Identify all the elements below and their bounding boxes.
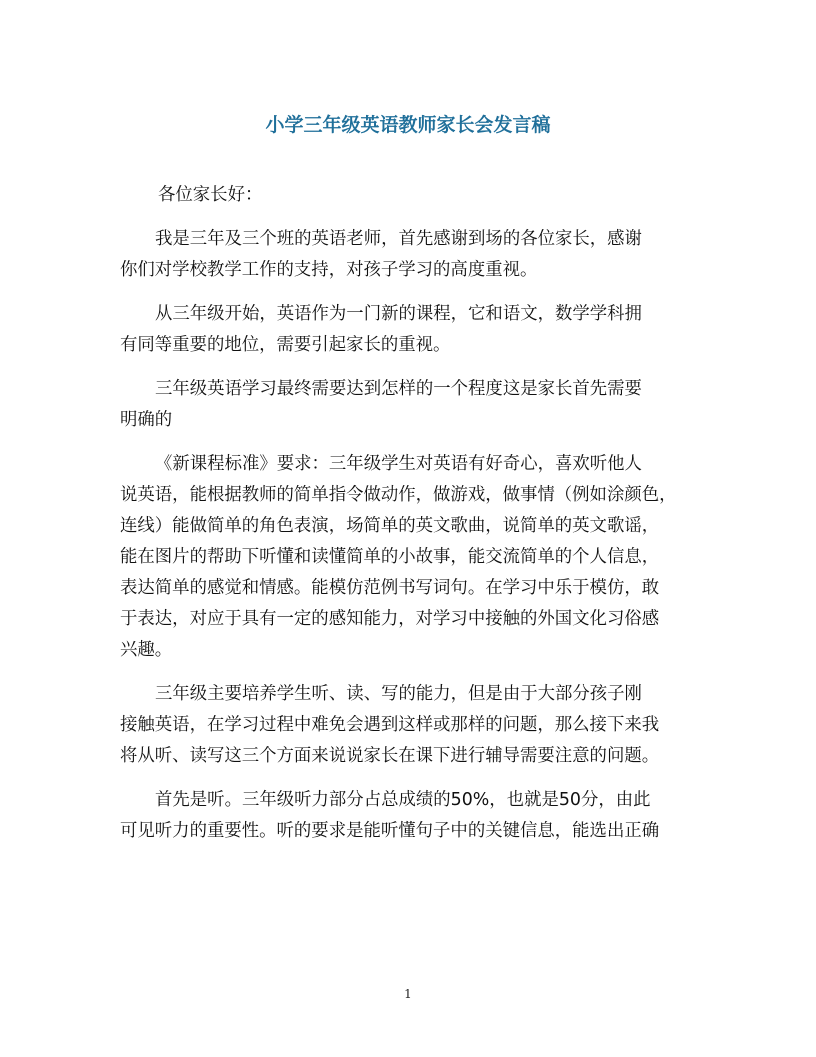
document-body [120,180,700,860]
document-title: 小学三年级英语教师家长会发言稿 [265,114,551,136]
paragraph-curriculum-standard: 《新课程标准》要求：三年级学生对英语有好奇心，喜欢听他人 说英语，能根据教师的简单指令做动作，做游戏，做事情（例如涂颜色， 连线）能做简单的角色表演，场简单的英文歌曲，说简单的英文歌谣， 能在图片的帮助下听懂和读懂简单的小故事，能交流简单的个人信息， 表达简单的感觉和情感。能模仿范例书写词句。在学习中乐于模仿，敢 于表达，对应于具有一定的感知能力，对学习中接触的外国文化习俗感 兴趣。 [120,454,677,660]
paragraph-salutation: 各位家长好： [158,185,263,205]
paragraph-english-importance: 从三年级开始，英语作为一门新的课程，它和语文，数学学科拥 有同等重要的地位，需要引起家长的重视。 [120,304,642,355]
paragraph-introduction: 我是三年及三个班的英语老师，首先感谢到场的各位家长，感谢 你们对学校教学工作的支持，对孩子学习的高度重视。 [120,229,642,280]
paragraph-skills-focus: 三年级主要培养学生听、读、写的能力，但是由于大部分孩子刚 接触英语，在学习过程中难免会遇到这样或那样的问题，那么接下来我 将从听、读写这三个方面来说说家长在课下进行辅导需要注意的问题。 [120,684,660,766]
paragraph-listening: 首先是听。三年级听力部分占总成绩的50%，也就是50分，由此 可见听力的重要性。听的要求是能听懂句子中的关键信息，能选出正确 [120,790,660,841]
page-number: 1 [404,987,412,1001]
paragraph-learning-goal: 三年级英语学习最终需要达到怎样的一个程度这是家长首先需要 明确的 [120,379,642,430]
